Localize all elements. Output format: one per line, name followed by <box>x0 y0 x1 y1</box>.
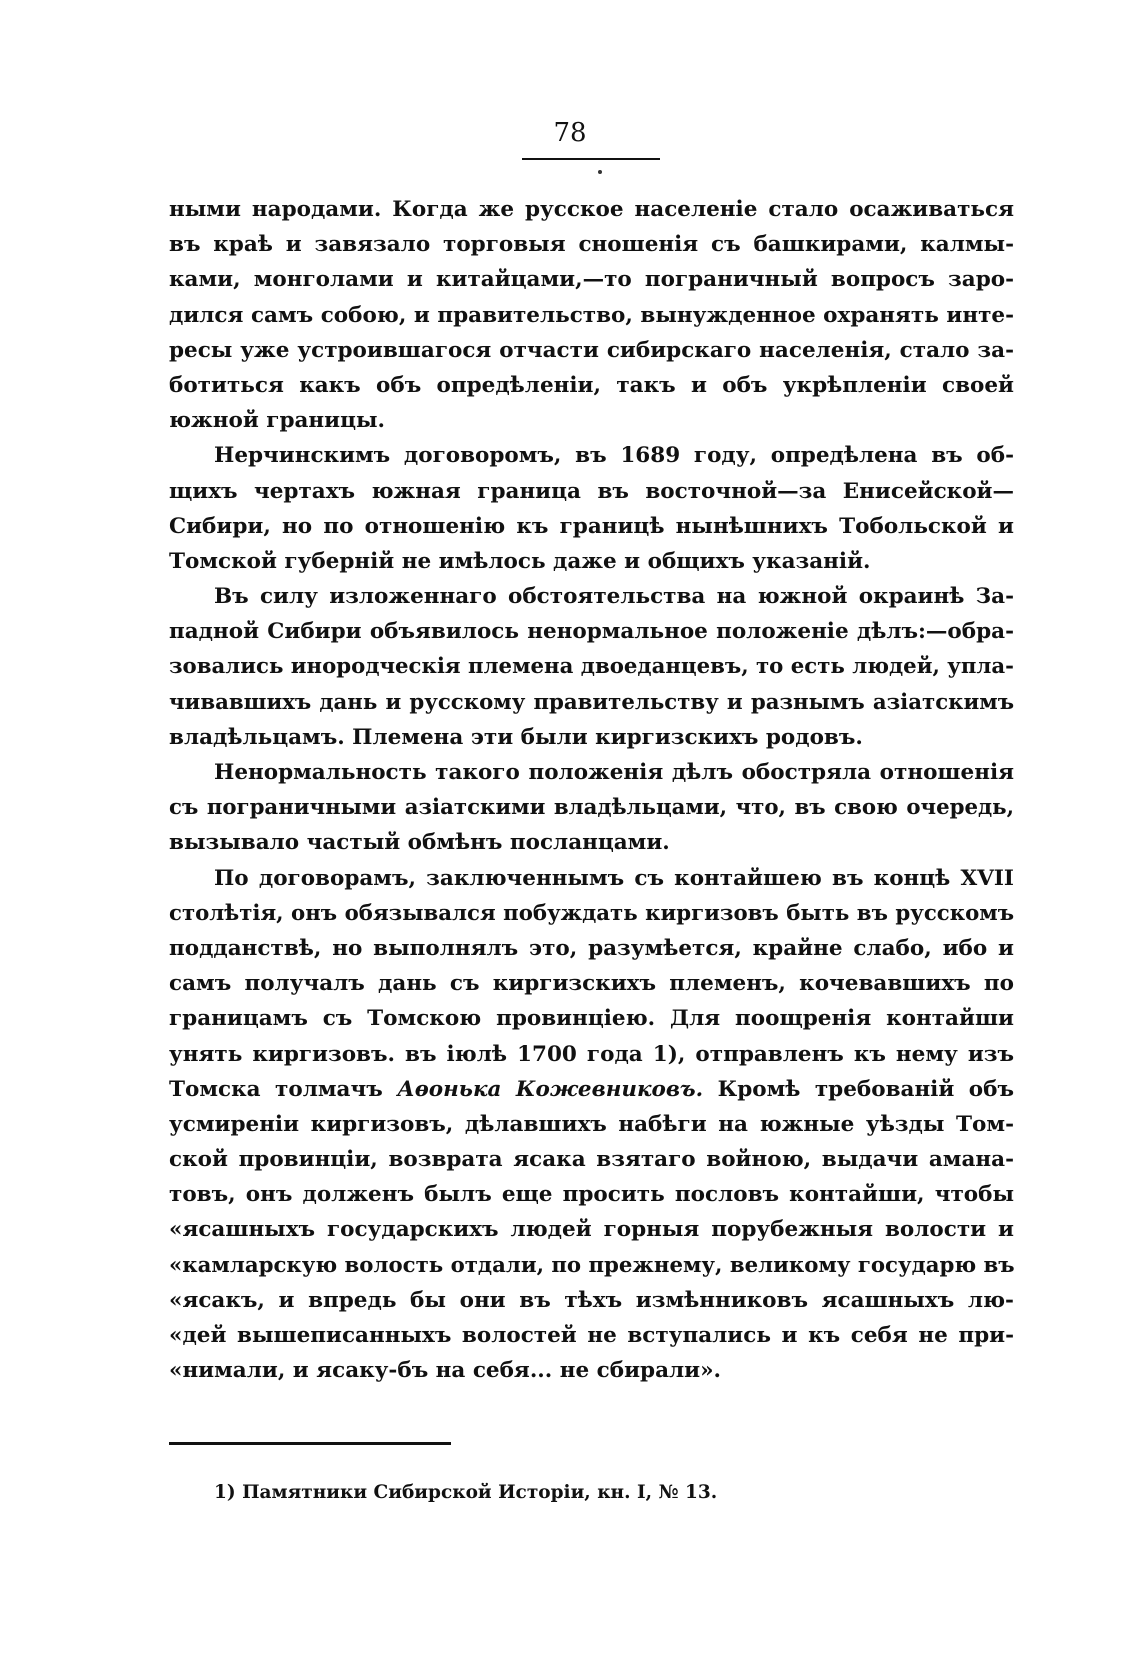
page-number: 78 <box>553 118 587 148</box>
text-line: Въ силу изложеннаго обстоятельства на южной окраинѣ За- <box>214 584 1014 610</box>
text-line: зовались инородческія племена двоеданцевъ, то есть людей, упла- <box>169 654 1014 680</box>
text-line: ными народами. Когда же русское населеніе стало осаживаться <box>169 197 1014 222</box>
text-line: По договорамъ, заключеннымъ съ контайшею въ концѣ XVII <box>214 865 1014 891</box>
text-line: границамъ съ Томскою провинціею. Для поощренія контайши <box>169 1006 1014 1032</box>
text-line: Томской губерній не имѣлось даже и общихъ указаній. <box>169 548 871 574</box>
text-line: чивавшихъ дань и русскому правительству и разнымъ азіатскимъ <box>169 689 1014 715</box>
italic-person-name: Аѳонька Кожевниковъ. <box>397 1076 704 1102</box>
text-line: унять киргизовъ. въ іюлѣ 1700 года 1), отправленъ къ нему изъ <box>169 1041 1014 1067</box>
text-line: Ненормальность такого положенія дѣлъ обостряла отношенія <box>214 760 1014 785</box>
text-line: ресы уже устроившагося отчасти сибирскаго населенія, стало за- <box>169 337 1014 363</box>
text-line: Нерчинскимъ договоромъ, въ 1689 году, опредѣлена въ об- <box>214 443 1014 469</box>
page-number-underline <box>522 158 660 160</box>
text-line: товъ, онъ долженъ былъ еще просить пословъ контайши, чтобы <box>169 1182 1014 1208</box>
text-line: южной границы. <box>169 408 386 434</box>
text-segment: Томска толмачъ <box>169 1076 383 1102</box>
text-line: вызывало частый обмѣнъ посланцами. <box>169 830 670 856</box>
text-line: столѣтія, онъ обязывался побуждать киргизовъ быть въ русскомъ <box>169 900 1014 926</box>
text-line: въ краѣ и завязало торговыя сношенія съ башкирами, калмы- <box>169 232 1014 258</box>
text-line: самъ получалъ дань съ киргизскихъ племенъ, кочевавшихъ по <box>169 971 1014 997</box>
text-line: ской провинціи, возврата ясака взятаго войною, выдачи аманa- <box>169 1147 1014 1173</box>
ink-speck <box>598 170 602 174</box>
text-line: ками, монголами и китайцами,—то пограничный вопросъ заро- <box>169 267 1014 293</box>
text-line-with-italic-name <box>169 1072 1014 1107</box>
text-line: щихъ чертахъ южная граница въ восточной—за Енисейской— <box>169 478 1014 504</box>
text-line: подданствѣ, но выполнялъ это, разумѣется, крайне слабо, ибо и <box>169 935 1014 961</box>
text-line: «камларскую волость отдали, по прежнему, великому государю въ <box>169 1252 1015 1278</box>
text-line: усмиреніи киргизовъ, дѣлавшихъ набѣги на южные уѣзды Том- <box>169 1111 1014 1137</box>
text-line: «дей вышеписанныхъ волостей не вступались и къ себя не при- <box>169 1323 1014 1348</box>
body-text <box>169 192 1014 1388</box>
text-line: ботиться какъ объ опредѣленіи, такъ и объ укрѣпленіи своей <box>169 372 1014 398</box>
text-line: съ пограничными азіатскими владѣльцами, что, въ свою очередь, <box>169 795 1014 821</box>
text-line: «ясашныхъ государскихъ людей горныя порубежныя волости и <box>169 1217 1014 1243</box>
footnote: 1) Памятники Сибирской Исторіи, кн. I, № 13. <box>214 1482 718 1503</box>
text-line: владѣльцамъ. Племена эти были киргизскихъ родовъ. <box>169 724 863 750</box>
text-line: падной Сибири объявилось ненормальное положеніе дѣлъ:—обра- <box>169 619 1014 645</box>
footnote-separator <box>169 1442 451 1445</box>
text-line: Сибири, но по отношенію къ границѣ нынѣшнихъ Тобольской и <box>169 513 1014 539</box>
text-line: дился самъ собою, и правительство, вынужденное охранять инте- <box>169 302 1014 328</box>
text-line: «ясакъ, и впредь бы они въ тѣхъ измѣнниковъ ясашныхъ лю- <box>169 1287 1014 1313</box>
text-segment: Кромѣ требованій объ <box>717 1076 1014 1102</box>
text-line: «нимали, и ясаку-бъ на себя... не сбирали». <box>169 1358 722 1384</box>
